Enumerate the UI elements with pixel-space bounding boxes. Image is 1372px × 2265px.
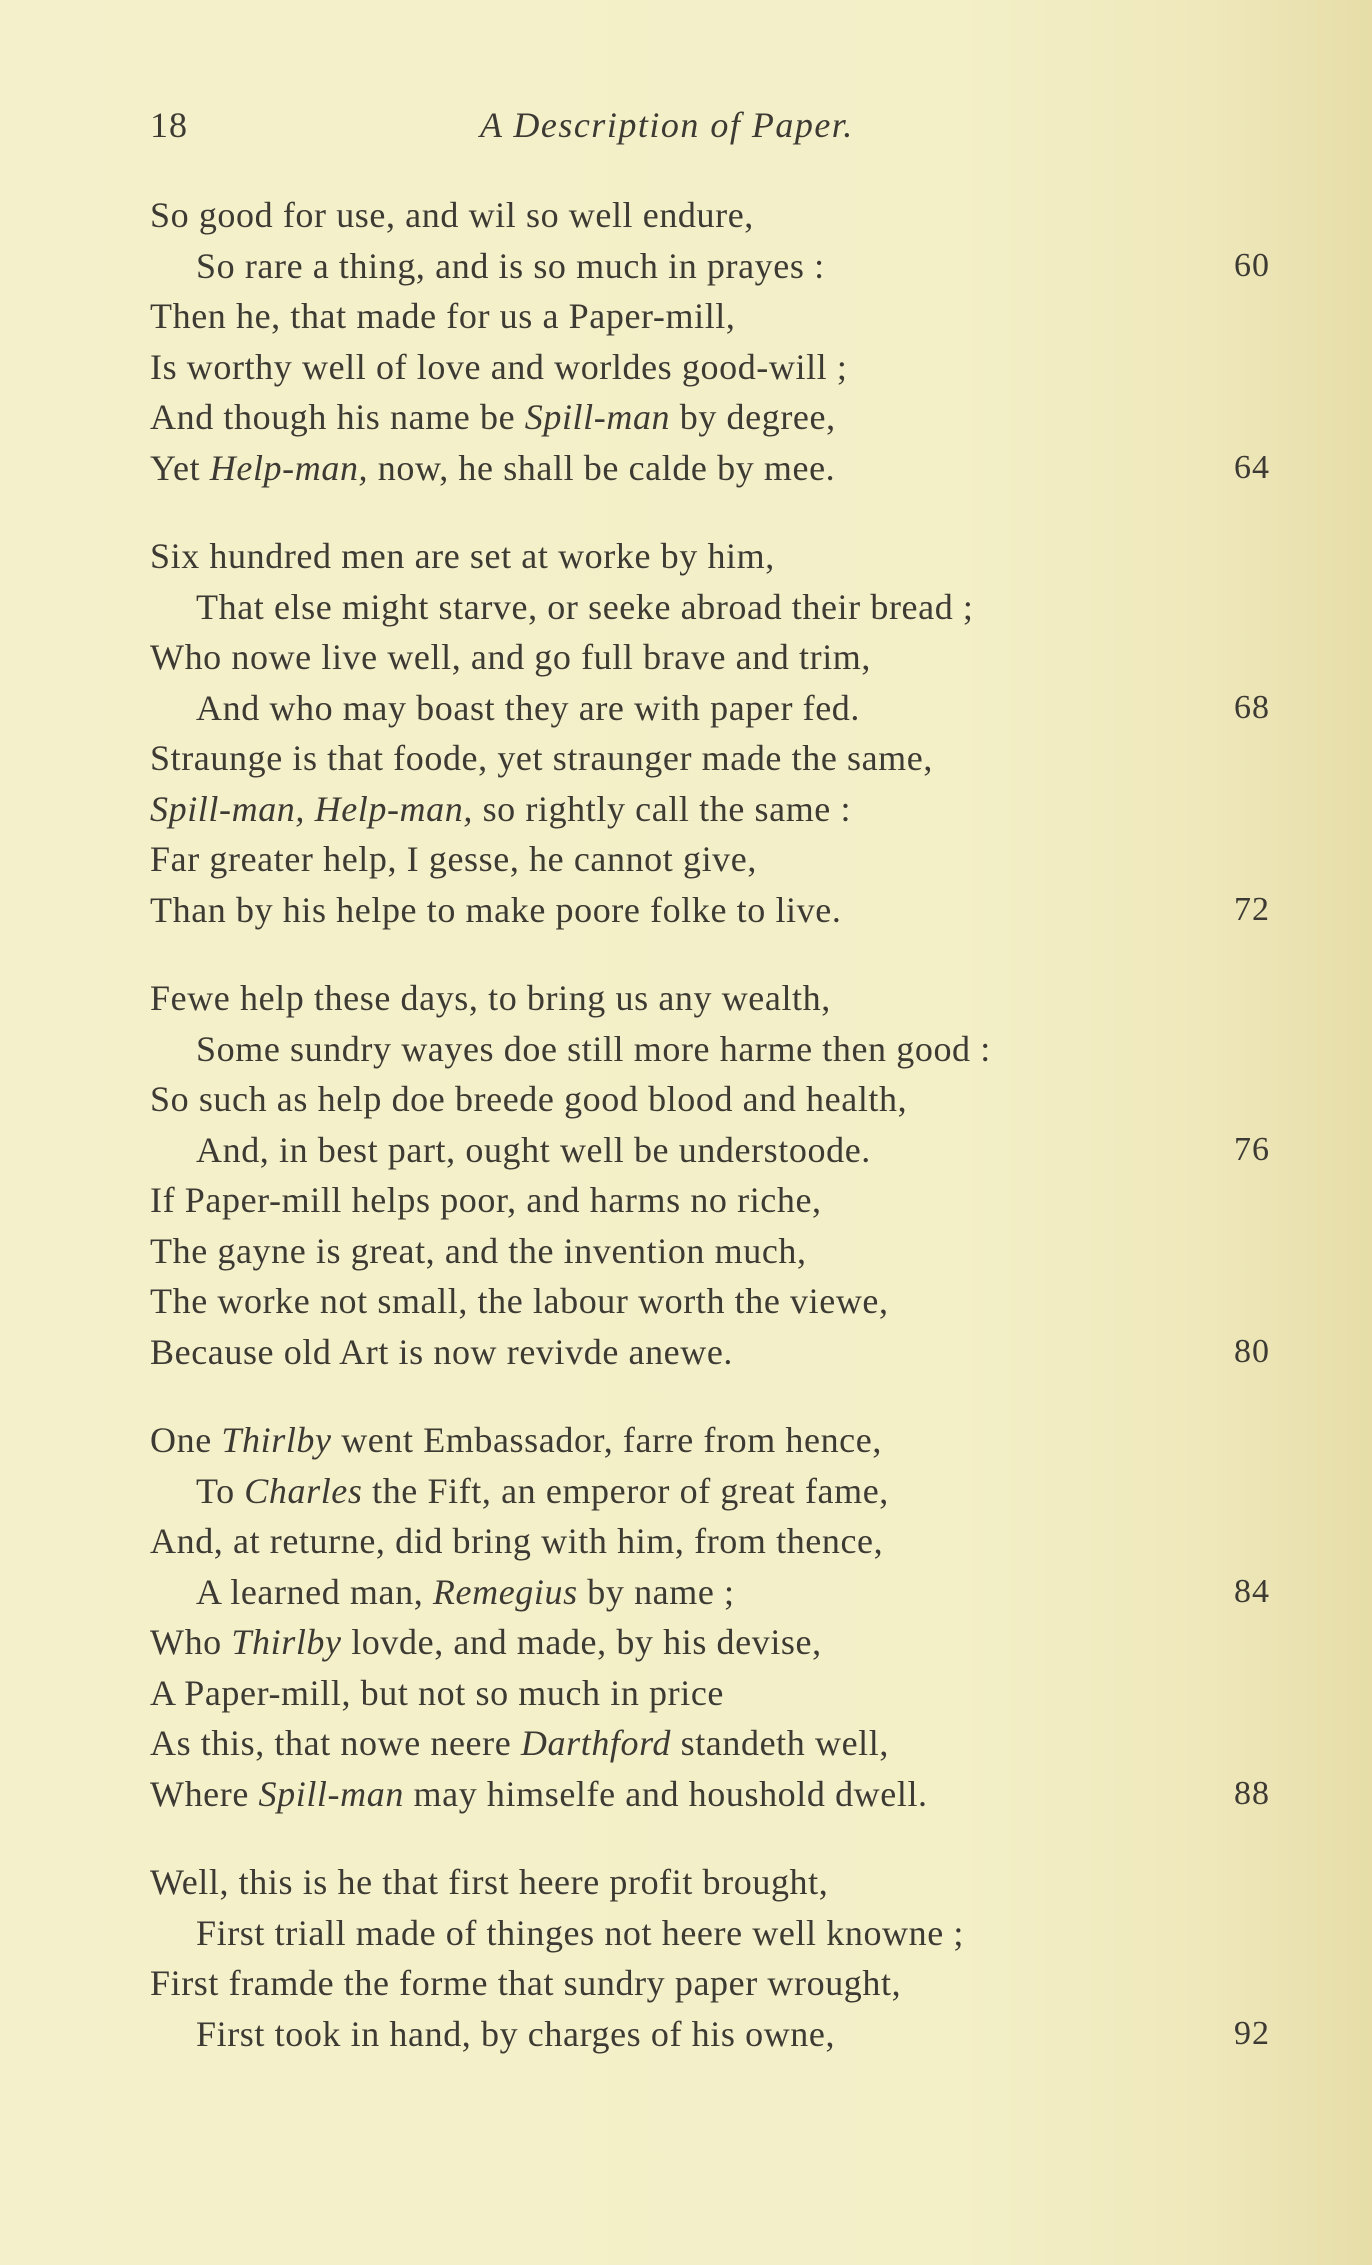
- verse-line: [150, 1958, 1270, 2009]
- verse-segment: The gayne is great, and the invention much,: [150, 1230, 807, 1271]
- stanza: [150, 190, 1270, 493]
- verse-segment: Fewe help these days, to bring us any wealth,: [150, 978, 831, 1018]
- verse-segment: standeth well,: [671, 1723, 889, 1763]
- verse-line: [150, 973, 1270, 1024]
- verse-line: [150, 1327, 1270, 1378]
- verse-line: [150, 1908, 1270, 1959]
- verse-line: [150, 834, 1270, 885]
- verse-line: [150, 291, 1270, 342]
- stanza: [150, 1857, 1270, 2059]
- italic-name: Spill-man: [524, 397, 671, 437]
- verse-line: [150, 1415, 1270, 1466]
- verse-segment: Who: [150, 1622, 232, 1662]
- verse-segment: Six hundred men are set at worke by him,: [150, 536, 775, 576]
- verse-line: [150, 531, 1270, 582]
- verse-segment: Is worthy well of love and worldes good-will ;: [150, 346, 848, 387]
- verse-text: [150, 397, 836, 437]
- verse-line: [150, 1516, 1270, 1567]
- verse-segment: The worke not small, the labour worth the viewe,: [150, 1281, 889, 1321]
- verse-segment: So rare a thing, and is so much in prayes :: [196, 245, 825, 286]
- verse-line: [150, 241, 1270, 292]
- verse-text: [150, 246, 825, 286]
- line-number: 60: [1234, 246, 1270, 284]
- verse-line: [150, 784, 1270, 835]
- verse-text: [150, 1963, 901, 2003]
- verse-text: [150, 1572, 735, 1612]
- verse-text: [150, 587, 974, 627]
- verse-segment: Yet: [150, 447, 210, 488]
- verse-segment: may himselfe and houshold dwell.: [403, 1773, 928, 1814]
- line-number: 88: [1234, 1774, 1270, 1812]
- verse-text: [150, 839, 757, 879]
- verse-text: [150, 978, 831, 1018]
- verse-line: [150, 1226, 1270, 1277]
- line-number: 68: [1234, 688, 1270, 726]
- verse-segment: First took in hand, by charges of his owne,: [196, 2013, 836, 2054]
- italic-name: Help-man,: [209, 447, 369, 488]
- verse-segment: First framde the forme that sundry paper wrought,: [150, 1963, 902, 2003]
- verse-text: [150, 789, 851, 829]
- verse-segment: Well, this is he that first heere profit brought,: [150, 1862, 829, 1902]
- verse-line: [150, 190, 1270, 241]
- verse-text: [150, 1723, 889, 1763]
- verse-segment: First triall made of thinges not heere well knowne ;: [196, 1912, 965, 1953]
- verse-text: [150, 1774, 928, 1814]
- verse-line: [150, 392, 1270, 443]
- verse-line: [150, 885, 1270, 936]
- verse-line: [150, 1718, 1270, 1769]
- italic-name: Spill-man: [258, 1773, 404, 1814]
- verse-line: [150, 733, 1270, 784]
- verse-text: [150, 1913, 964, 1953]
- verse-text: [150, 448, 835, 488]
- verse-line: [150, 1857, 1270, 1908]
- verse-segment: And who may boast they are with paper fed.: [196, 687, 861, 728]
- verse-segment: That else might starve, or seeke abroad their bread ;: [196, 586, 974, 627]
- verse-text: [150, 1332, 733, 1372]
- verse-segment: Because old Art is now revivde anewe.: [150, 1331, 734, 1372]
- verse-line: [150, 1074, 1270, 1125]
- verse-text: [150, 637, 871, 677]
- verse-text: [150, 347, 847, 387]
- verse-line: [150, 1175, 1270, 1226]
- verse-segment: the Fift, an emperor of great fame,: [362, 1470, 889, 1511]
- verse-segment: And though his name be: [150, 397, 525, 437]
- line-number: 84: [1234, 1572, 1270, 1610]
- stanza: [150, 973, 1270, 1377]
- stanza: [150, 1415, 1270, 1819]
- verse-segment: A learned man,: [196, 1571, 433, 1612]
- verse-text: [150, 296, 736, 336]
- line-number: 80: [1234, 1332, 1270, 1370]
- verse-segment: Some sundry wayes doe still more harme then good :: [196, 1028, 991, 1069]
- verse-text: [150, 1180, 822, 1220]
- verse-segment: So such as help doe breede good blood and health,: [150, 1079, 908, 1119]
- verse-text: [150, 1281, 889, 1321]
- verse-segment: So good for use, and wil so well endure,: [150, 195, 754, 235]
- line-number: 76: [1234, 1130, 1270, 1168]
- line-number: 72: [1234, 890, 1270, 928]
- verse-text: [150, 1029, 991, 1069]
- running-head: [150, 100, 1270, 150]
- verse-line: [150, 2009, 1270, 2060]
- verse-segment: Far greater help, I gesse, he cannot give,: [150, 839, 757, 879]
- stanza: [150, 531, 1270, 935]
- verse-line: [150, 683, 1270, 734]
- verse-segment: Straunge is that foode, yet straunger made the same,: [150, 738, 933, 778]
- verse-line: [150, 1668, 1270, 1719]
- page-number: 18: [150, 105, 188, 145]
- poem-body: [150, 190, 1270, 2097]
- verse-segment: Than by his helpe to make poore folke to live.: [150, 889, 842, 930]
- verse-segment: To: [196, 1470, 245, 1511]
- verse-line: [150, 1769, 1270, 1820]
- verse-segment: Then he, that made for us a Paper-mill,: [150, 296, 736, 336]
- verse-segment: Who nowe live well, and go full brave and trim,: [150, 637, 872, 677]
- verse-segment: As this, that nowe neere: [150, 1723, 521, 1763]
- verse-line: [150, 582, 1270, 633]
- italic-name: Spill-man, Help-man,: [150, 788, 473, 829]
- verse-segment: One: [150, 1420, 222, 1460]
- verse-text: [150, 1130, 871, 1170]
- verse-line: [150, 1276, 1270, 1327]
- verse-text: [150, 1420, 882, 1460]
- verse-segment: A Paper-mill, but not so much in price: [150, 1672, 724, 1713]
- verse-text: [150, 1079, 907, 1119]
- verse-text: [150, 195, 754, 235]
- verse-segment: by name ;: [577, 1571, 735, 1612]
- verse-segment: lovde, and made, by his devise,: [341, 1622, 822, 1662]
- verse-segment: And, at returne, did bring with him, from thence,: [150, 1521, 884, 1561]
- verse-line: [150, 1567, 1270, 1618]
- italic-name: Thirlby: [231, 1622, 342, 1662]
- italic-name: Charles: [244, 1470, 363, 1511]
- verse-text: [150, 2014, 835, 2054]
- verse-text: [150, 536, 775, 576]
- verse-line: [150, 1125, 1270, 1176]
- verse-text: [150, 1521, 883, 1561]
- verse-line: [150, 1466, 1270, 1517]
- verse-segment: by degree,: [670, 397, 836, 437]
- verse-line: [150, 342, 1270, 393]
- verse-line: [150, 632, 1270, 683]
- verse-segment: went Embassador, farre from hence,: [331, 1420, 882, 1460]
- line-number: 92: [1234, 2014, 1270, 2052]
- verse-line: [150, 1617, 1270, 1668]
- verse-text: [150, 1231, 807, 1271]
- verse-text: [150, 1862, 828, 1902]
- verse-line: [150, 443, 1270, 494]
- verse-segment: If Paper-mill helps poor, and harms no riche,: [150, 1180, 822, 1220]
- verse-text: [150, 890, 841, 930]
- verse-text: [150, 688, 860, 728]
- verse-text: [150, 1471, 889, 1511]
- line-number: 64: [1234, 448, 1270, 486]
- italic-name: Darthford: [520, 1723, 671, 1763]
- italic-name: Thirlby: [221, 1420, 332, 1460]
- verse-line: [150, 1024, 1270, 1075]
- italic-name: Remegius: [432, 1571, 578, 1612]
- verse-text: [150, 1673, 724, 1713]
- verse-segment: Where: [150, 1773, 259, 1814]
- running-title: A Description of Paper.: [480, 105, 854, 145]
- verse-segment: now, he shall be calde by mee.: [368, 447, 836, 488]
- verse-text: [150, 1622, 822, 1662]
- verse-segment: And, in best part, ought well be understoode.: [196, 1129, 871, 1170]
- verse-text: [150, 738, 933, 778]
- verse-segment: so rightly call the same :: [472, 788, 852, 829]
